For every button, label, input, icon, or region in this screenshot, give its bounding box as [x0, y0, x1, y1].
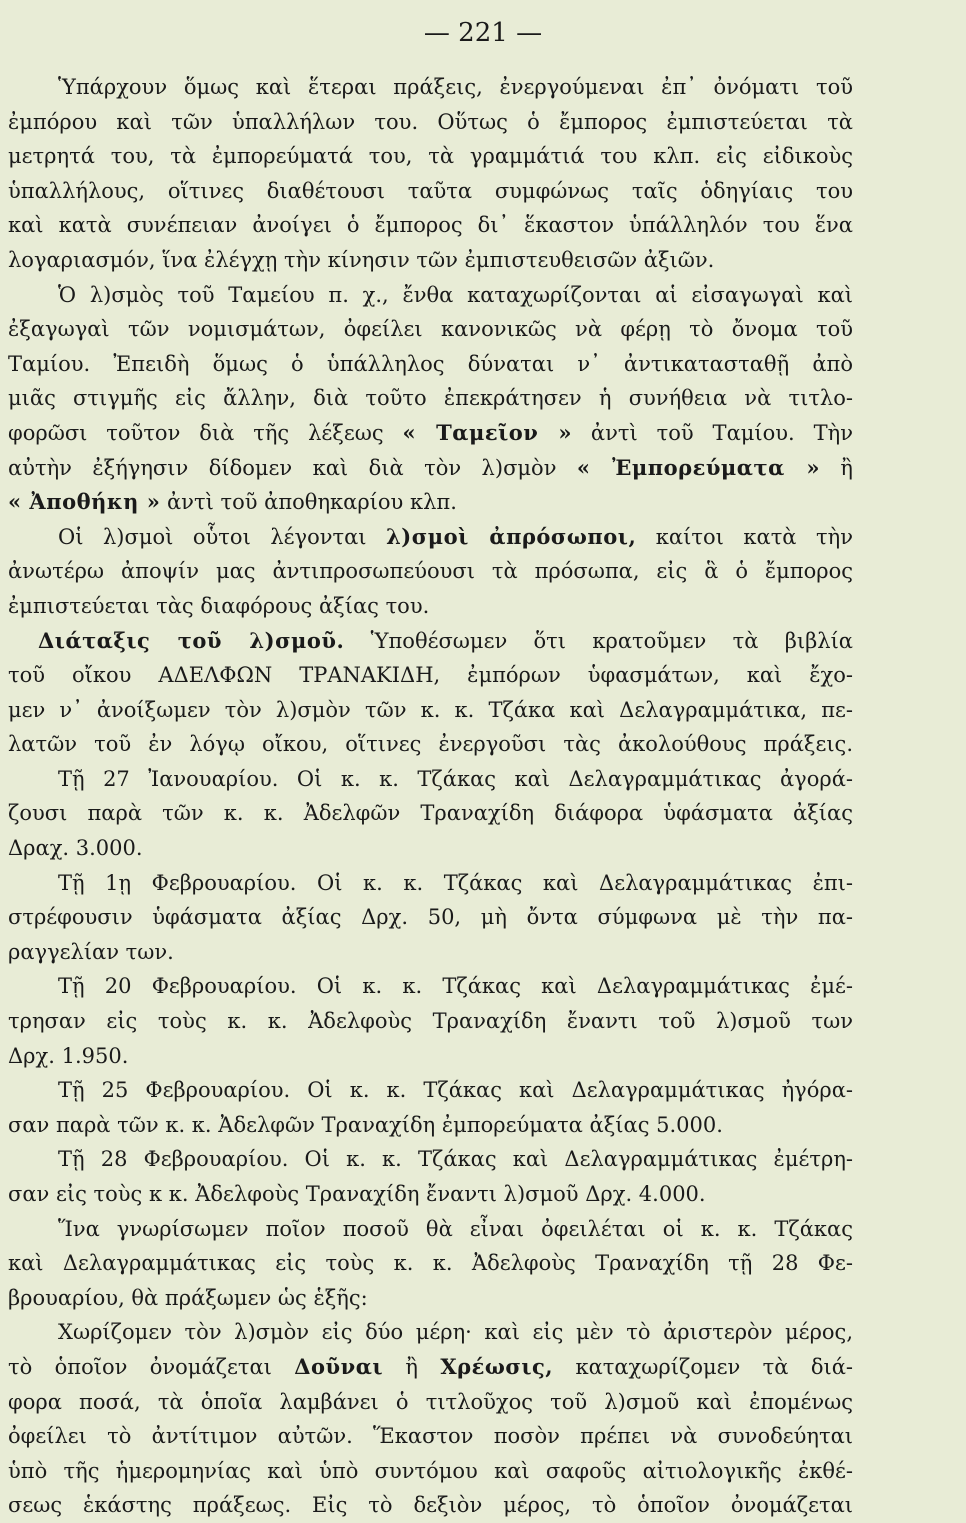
text-line: βρουαρίου, θὰ πράξωμεν ὡς ἑξῆς:	[8, 1285, 368, 1310]
text-line: καὶ κατὰ συνέπειαν ἀνοίγει ὁ ἔμπορος δι᾽ ἕκαστον ὑπάλληλόν του ἕνα	[8, 213, 853, 238]
text-line: Ἵνα γνωρίσωμεν ποῖον ποσοῦ θὰ εἶναι ὀφειλέται οἱ κ. κ. Τζάκας	[58, 1216, 853, 1241]
text-line: μεν ν᾽ ἀνοίξωμεν τὸν λ)σμὸν τῶν κ. κ. Τζάκα καὶ Δελαγραμμάτικα, πε-	[8, 697, 853, 722]
bold-term: Χρέωσις,	[440, 1353, 554, 1379]
text-fragment: αὐτὴν ἐξήγησιν δίδομεν καὶ διὰ τὸν λ)σμὸν	[8, 455, 577, 480]
text-line: Χωρίζομεν τὸν λ)σμὸν εἰς δύο μέρη· καὶ εἰς μὲν τὸ ἀριστερὸν μέρος,	[58, 1320, 853, 1345]
text-line: Ὑπάρχουν ὅμως καὶ ἕτεραι πράξεις, ἐνεργούμεναι ἐπ᾽ ὀνόματι τοῦ	[58, 75, 853, 99]
text-fragment: τὸ ὁποῖον ὀνομάζεται	[8, 1354, 295, 1379]
text-line: καὶ Δελαγραμμάτικας εἰς τοὺς κ. κ. Ἀδελφοὺς Τραναχίδη τῇ 28 Φε-	[8, 1251, 853, 1276]
text-line: Τῇ 25 Φεβρουαρίου. Οἱ κ. κ. Τζάκας καὶ Δελαγραμμάτικας ἠγόρα-	[58, 1078, 853, 1103]
text-line: Δρχ. 1.950.	[8, 1043, 129, 1068]
text-fragment: φορῶσι τοῦτον διὰ τῆς λέξεως	[8, 420, 403, 445]
text-fragment: καταχωρίζομεν τὰ διά-	[553, 1354, 853, 1379]
text-line	[8, 1350, 853, 1385]
text-fragment: ἢ	[383, 1354, 441, 1379]
text-line: Ὁ λ)σμὸς τοῦ Ταμείου π. χ., ἔνθα καταχωρίζονται αἱ εἰσαγωγαὶ καὶ	[58, 282, 853, 307]
text-line: λογαριασμόν, ἵνα ἐλέγχῃ τὴν κίνησιν τῶν ἐμπιστευθεισῶν ἀξιῶν.	[8, 247, 715, 272]
text-line: ἐξαγωγαὶ τῶν νομισμάτων, ὀφείλει κανονικῶς νὰ φέρῃ τὸ ὄνομα τοῦ	[8, 317, 853, 342]
text-line: τρησαν εἰς τοὺς κ. κ. Ἀδελφοὺς Τραναχίδη ἔναντι τοῦ λ)σμοῦ των	[8, 1009, 853, 1034]
bold-term: « Ἐμπορεύματα »	[576, 454, 820, 480]
text-line: ὑπὸ τῆς ἡμερομηνίας καὶ ὑπὸ συντόμου καὶ σαφοῦς αἰτιολογικῆς ἐκθέ-	[8, 1458, 853, 1483]
text-line: Δραχ. 3.000.	[8, 836, 143, 861]
text-fragment: ἀντὶ τοῦ Ταμίου. Τὴν	[572, 420, 853, 445]
text-fragment: Ὑποθέσωμεν ὅτι κρατοῦμεν τὰ βιβλία	[344, 628, 853, 653]
text-line: Ταμίου. Ἐπειδὴ ὅμως ὁ ὑπάλληλος δύναται ν᾽ ἀντικατασταθῇ ἀπὸ	[8, 351, 853, 376]
text-line: ἐμπιστεύεται τὰς διαφόρους ἀξίας του.	[8, 593, 430, 618]
bold-term: « Ἀποθήκη »	[8, 489, 161, 515]
text-line: Τῇ 20 Φεβρουαρίου. Οἱ κ. κ. Τζάκας καὶ Δελαγραμμάτικας ἐμέ-	[58, 974, 853, 999]
text-line	[8, 520, 853, 555]
text-line: Τῇ 1ῃ Φεβρουαρίου. Οἱ κ. κ. Τζάκας καὶ Δελαγραμμάτικας ἐπι-	[58, 870, 853, 895]
body-text	[8, 70, 853, 1523]
bold-term: Διάταξις τοῦ λ)σμοῦ.	[38, 627, 345, 653]
text-line	[8, 451, 853, 486]
text-line	[8, 624, 853, 659]
text-line: ὀφείλει τὸ ἀντίτιμον αὐτῶν. Ἕκαστον ποσὸν πρέπει νὰ συνοδεύηται	[8, 1424, 853, 1449]
text-line: ραγγελίαν των.	[8, 939, 174, 964]
text-line: Τῇ 27 Ἰανουαρίου. Οἱ κ. κ. Τζάκας καὶ Δελαγραμμάτικας ἀγορά-	[58, 766, 853, 791]
text-line: ζουσι παρὰ τῶν κ. κ. Ἀδελφῶν Τραναχίδη διάφορα ὑφάσματα ἀξίας	[8, 801, 853, 826]
text-line	[8, 485, 853, 520]
page-number: — 221 —	[423, 18, 543, 48]
bold-term: λ)σμοὶ ἀπρόσωποι,	[386, 523, 637, 549]
text-line	[8, 416, 853, 451]
text-line: στρέφουσιν ὑφάσματα ἀξίας Δρχ. 50, μὴ ὄντα σύμφωνα μὲ τὴν πα-	[8, 905, 853, 930]
text-line: ἀνωτέρω ἀποψίν μας ἀντιπροσωπεύουσι τὰ πρόσωπα, εἰς ἃ ὁ ἔμπορος	[8, 559, 853, 584]
text-line: τοῦ οἴκου ΑΔΕΛΦΩΝ ΤΡΑΝΑΚΙΔΗ, ἐμπόρων ὑφασμάτων, καὶ ἔχο-	[8, 663, 853, 688]
text-line: λατῶν τοῦ ἐν λόγῳ οἴκου, οἵτινες ἐνεργοῦσι τὰς ἀκολούθους πράξεις.	[8, 732, 853, 757]
text-line: ὑπαλλήλους, οἵτινες διαθέτουσι ταῦτα συμφώνως ταῖς ὁδηγίαις του	[8, 178, 853, 203]
text-line: μιᾶς στιγμῆς εἰς ἄλλην, διὰ τοῦτο ἐπεκράτησεν ἡ συνήθεια νὰ τιτλο-	[8, 386, 853, 411]
text-fragment: ἀντὶ τοῦ ἀποθηκαρίου κλπ.	[160, 490, 457, 515]
text-line: Τῇ 28 Φεβρουαρίου. Οἱ κ. κ. Τζάκας καὶ Δελαγραμμάτικας ἐμέτρη-	[58, 1147, 853, 1172]
text-fragment: καίτοι κατὰ τὴν	[636, 524, 853, 549]
text-line: σαν εἰς τοὺς κ κ. Ἀδελφοὺς Τραναχίδη ἔναντι λ)σμοῦ Δρχ. 4.000.	[8, 1182, 706, 1206]
text-fragment: Οἱ λ)σμοὶ οὗτοι λέγονται	[58, 524, 387, 549]
text-line: ἐμπόρου καὶ τῶν ὑπαλλήλων του. Οὕτως ὁ ἔμπορος ἐμπιστεύεται τὰ	[8, 109, 853, 134]
text-line: σεως ἑκάστης πράξεως. Εἰς τὸ δεξιὸν μέρος, τὸ ὁποῖον ὀνομάζεται	[8, 1493, 853, 1518]
text-line: μετρητά του, τὰ ἐμπορεύματά του, τὰ γραμμάτιά του κλπ. εἰς εἰδικοὺς	[8, 144, 853, 169]
text-line: φορα ποσά, τὰ ὁποῖα λαμβάνει ὁ τιτλοῦχος τοῦ λ)σμοῦ καὶ ἐπομένως	[8, 1389, 853, 1414]
text-fragment: ἢ	[819, 455, 853, 480]
bold-term: Δοῦναι	[294, 1353, 384, 1379]
bold-term: « Ταμεῖον »	[402, 419, 573, 445]
text-line: σαν παρὰ τῶν κ. κ. Ἀδελφῶν Τραναχίδη ἐμπορεύματα ἀξίας 5.000.	[8, 1112, 723, 1137]
